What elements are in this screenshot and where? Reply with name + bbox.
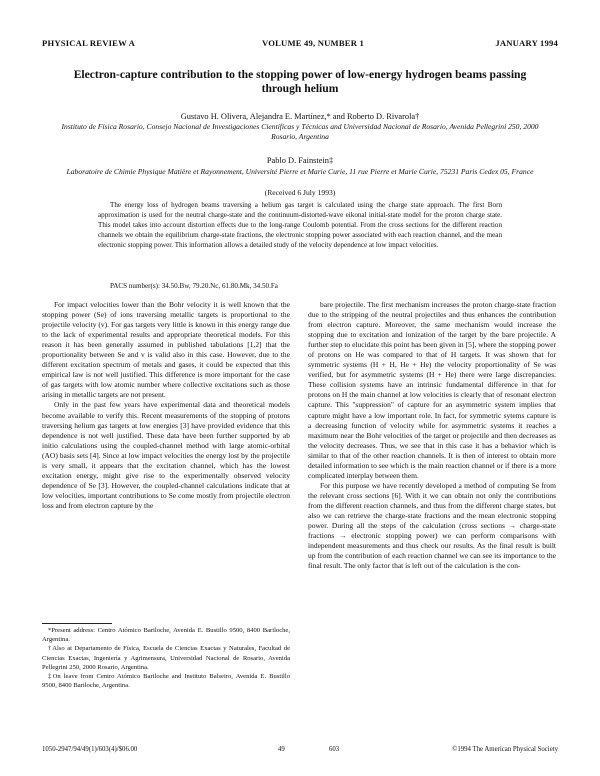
author-list-2: Pablo D. Fainstein‡ [266,156,334,165]
page-number: 603 [329,746,340,753]
abstract: The energy loss of hydrogen beams traversing a helium gas target is calculated using the charge state approach. The first Born approximation is used for the neutral charge-state and the continuum-distorted-wave eikonal initial-state model for the proton charge state. This model takes into account distortion effects due to the long-range Coulomb potential. From the cross sections for the different reaction channels we obtain the equilibrium charge-state fractions, the electronic stopping power associated with each reaction channel, and the mean electronic stopping power. This information allows a detailed study of the velocity dependence at low impact velocities. [98,201,502,249]
paragraph: For impact velocities lower than the Bohr velocity it is well known that the stopping power (Se) of ions traversing metallic targets is proportional to the projectile velocity (v). For gas targets very little is known in this energy range due to the lack of experimental results and appropriate theoretical models. For this reason it has been generally assumed in published tabulations [1,2] that the proportionality between Se and v is valid also in this case. However, due to the different excitation spectrum of metals and gases, it could be expected that this empirical law is not well justified. This difference is more important for the case of gas targets with low atomic number where collective excitations such as those arising in metallic targets are not present. [42,300,290,400]
received-date: (Received 6 July 1993) [264,188,336,197]
affiliation-2: Laboratoire de Chimie Physique Matière et Rayonnement, Université Pierre et Marie Curie, 11 rue Pierre et Marie Curie, 75231 Paris Cedex 05, France [66,167,534,176]
article-code: 1050-2947/94/49(1)/603(4)/$06.00 [42,746,138,753]
author-list-1: Gustavo H. Olivera, Alejandra E. Martínez,* and Roberto D. Rivarola† [180,112,420,121]
pacs-numbers: PACS number(s): 34.50.Bw, 79.20.Nc, 61.80.Mk, 34.50.Fa [110,282,278,290]
paragraph: bare projectile. The first mechanism increases the proton charge-state fraction due to the stripping of the neutral projectiles and thus enhances the contribution from electron capture. Moreover, the same mechanism would increase the stopping due to excitation and ionization of the target by the bare projectile. A further step to elucidate this point has been given in [5], where the stopping power of protons on He was compared to that of H targets. It was shown that for symmetric systems (H + H, He + He) the velocity proportionality of Se was verified, but for asymmetric systems (H + He) there were large discrepancies. These collision systems have an intrinsic fundamental difference in that for protons on H the main channel at low velocities is clearly that of resonant electron capture. This "suppression" of capture for an asymmetric system implies that capture might have a low important role. In fact, for symmetric sytems capture is a decreasing function of velocity while for asymmetric systems it reaches a maximum near the Bohr velocities of the target or projectile and then decreases as the velocity decreases. Thus, we see that in this case it has a behavior which is similar to that of the other reaction channels. It is then of interest to obtain more detailed information to see which is the main reaction channel or if there is a more complicated interplay between them. [308,300,556,480]
paragraph: Only in the past few years have experimental data and theoretical models become available to verify this. Recent measurements of the stopping of protons traversing helium gas targets at low energies [3] have provided evidence that this dependence is not well justified. These data have been further supported by ab initio calculations using the coupled-channel method with large atomic-orbital (AO) basis sets [4]. Since at low impact velocities the energy lost by the projectile is very small, it appears that the excitation channel, which has the lowest excitation energy, might give rise to the experimentally observed velocity dependence of Se [3]. However, the coupled-channel calculations indicate that at low velocities, important contributions to Se come mostly from projectile electron loss and from electron capture by the [42,400,290,510]
footnotes [42,626,290,690]
affiliation-1: Instituto de Física Rosario, Consejo Nacional de Investigaciones Científicas y Técnicas and Universidad Nacional de Rosario, Avenida Pellegrini 250, 2000 Rosario, Argentina [61,122,539,141]
footer-volume: 49 [278,746,285,753]
article-title: Electron-capture contribution to the stopping power of low-energy hydrogen beams passing through helium [73,68,527,95]
journal-name: PHYSICAL REVIEW A [42,38,136,48]
left-column [42,300,290,511]
volume-number: VOLUME 49, NUMBER 1 [262,38,364,48]
running-header [42,38,558,50]
copyright: ©1994 The American Physical Society [452,746,558,753]
footnote-rule [42,623,112,624]
paragraph: For this purpose we have recently developed a method of computing Se from the relevant cross sections [6]. With it we can obtain not only the contributions from the different reaction channels, and thus from the different charge states, but also we can retrieve the charge-state fractions and the mean electronic stopping power. During all the steps of the calculation (cross sections → charge-state fractions → electronic stopping power) we can perform comparisons with independent measurements and thus check our results. As the final result is built up from the contribution of each reaction channel we can see its importance to the final result. The only factor that is left out of the calculation is the con- [308,480,556,571]
right-column [308,300,556,571]
issue-date: JANUARY 1994 [495,38,558,48]
page-footer [42,746,558,756]
footnote: †Also at Departamento de Física, Escuela de Ciencias Exactas y Naturales, Facultad de Ciencias Exactas, Ingeniería y Agrimensura, Universidad Nacional de Rosario, Avenida Pellegrini 250, 2000 Rosario, Argentina. [42,645,290,671]
footnote: *Present address: Centro Atómico Bariloche, Avenida E. Bustillo 9500, 8400 Bariloche, Argentina. [42,627,290,644]
footnote: ‡On leave from Centro Atómico Bariloche and Instituto Balseiro, Avenida E. Bustillo 9500, 8400 Bariloche, Argentina. [42,673,290,690]
